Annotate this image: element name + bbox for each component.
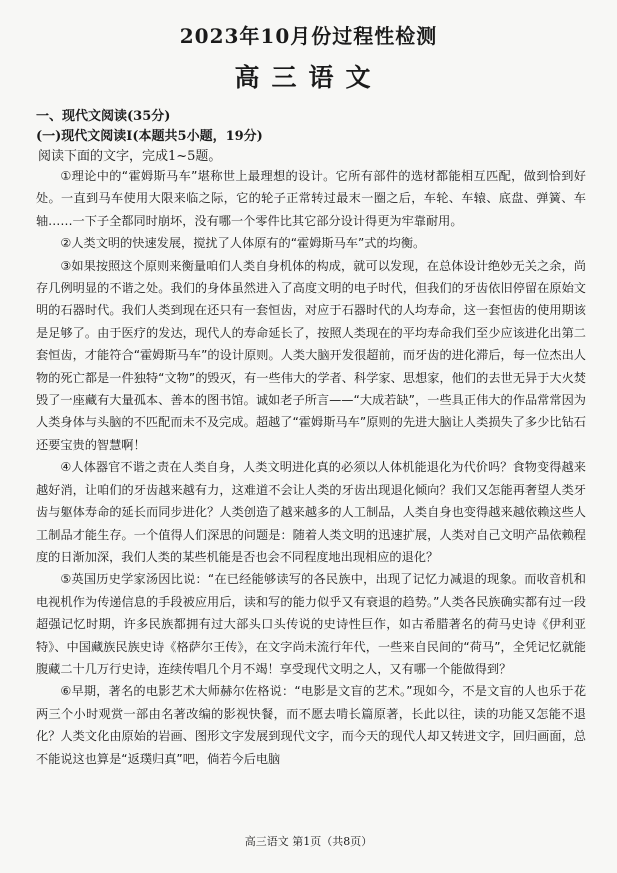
paragraph-5: ⑤英国历史学家汤因比说：“在已经能够读写的各民族中，出现了记忆力减退的现象。而收音机和电视机作为传递信息的手段被应用后，读和写的能力似乎又有衰退的趋势。”人类各民族确实都有过一段超强记忆时期，许多民族都拥有过大部头口头传说的史诗性巨作，如古希腊著名的荷马史诗《伊利亚特》、中国藏族民族史诗《格萨尔王传》，在文字尚未流行年代，一些来自民间的“荷马”，全凭记忆就能腹藏二十几万行史诗，连续传唱几个月不竭！享受现代文明之人，又有哪一个能做得到？ bbox=[36, 572, 586, 676]
paragraph-2: ②人类文明的快速发展，搅扰了人体原有的“霍姆斯马车”式的均衡。 bbox=[60, 236, 426, 251]
section-heading: 一、现代文阅读(35分) bbox=[36, 109, 171, 124]
paragraph-6: ⑥早期，著名的电影艺术大师赫尔佐格说：“电影是文盲的艺术。”现如今，不是文盲的人也乐于花两三个小时观赏一部由名著改编的影视快餐，而不愿去啃长篇原著，长此以往，读的功能又怎能不退化？人类文化由原始的岩画、图形文字发展到现代文字，而今天的现代人却又转进文字，回归画面，总不能说这也算是“返璞归真”吧，倘若今后电脑 bbox=[36, 684, 586, 766]
reading-passage bbox=[36, 165, 586, 770]
paragraph-1: ①理论中的“霍姆斯马车”堪称世上最理想的设计。它所有部件的选材都能相互匹配，做到恰到好处。一直到马车使用大限来临之际，它的轮子正常转过最末一圈之后，车轮、车辕、底盘、弹簧、车轴……一下子全都同时崩坏，没有哪一个零件比其它部分设计得更为牢靠耐用。 bbox=[36, 169, 586, 228]
exam-title: 2023年10月份过程性检测 bbox=[179, 24, 438, 48]
paragraph-4: ④人体器官不谐之责在人类自身，人类文明进化真的必须以人体机能退化为代价吗？食物变得越来越好消，让咱们的牙齿越来越有力，这难道不会让人类的牙齿出现退化倾向？我们又怎能再奢望人类牙齿与躯体寿命的延长而同步进化？人类创造了越来越多的人工制品，人类自身也变得越来越依赖这些人工制品才能生存。一个值得人们深思的问题是：随着人类文明的迅速扩展，人类对自己文明产品依赖程度的日渐加深，我们人类的某些机能是否也会不同程度地出现相应的退化？ bbox=[36, 460, 586, 564]
exam-subject: 高三语文 bbox=[234, 63, 383, 92]
instruction-text: 阅读下面的文字，完成1~5题。 bbox=[38, 149, 222, 164]
page-footer: 高三语文 第1页（共8页） bbox=[244, 835, 373, 848]
paragraph-3: ③如果按照这个原则来衡量咱们人类自身机体的构成，就可以发现，在总体设计绝妙无关之余，尚存几例明显的不谐之处。我们的身体虽然进入了高度文明的电子时代，但我们的牙齿依旧停留在原始文明的石器时代。我们人类到现在还只有一套恒齿，对应于石器时代的人均寿命，这一套恒齿的使用期该是足够了。由于医疗的发达，现代人的寿命延长了，按照人类现在的平均寿命我们至少应该进化出第二套恒齿，才能符合“霍姆斯马车”的设计原则。人类大脑开发很超前，而牙齿的进化滞后，每一位杰出人物的死亡都是一件独特“文物”的毁灭，有一些伟大的学者、科学家、思想家，他们的去世无异于大火焚毁了一座藏有大量孤本、善本的图书馆。诚如老子所言——“大成若缺”，一些具正伟大的作品常常因为人类身体与头脑的不匹配而未不及完成。超越了“霍姆斯马车”原则的先进大脑让人类损失了多少比钻石还要宝贵的智慧啊！ bbox=[36, 258, 586, 452]
section-subheading: (一)现代文阅读Ⅰ(本题共5小题，19分) bbox=[36, 129, 263, 144]
